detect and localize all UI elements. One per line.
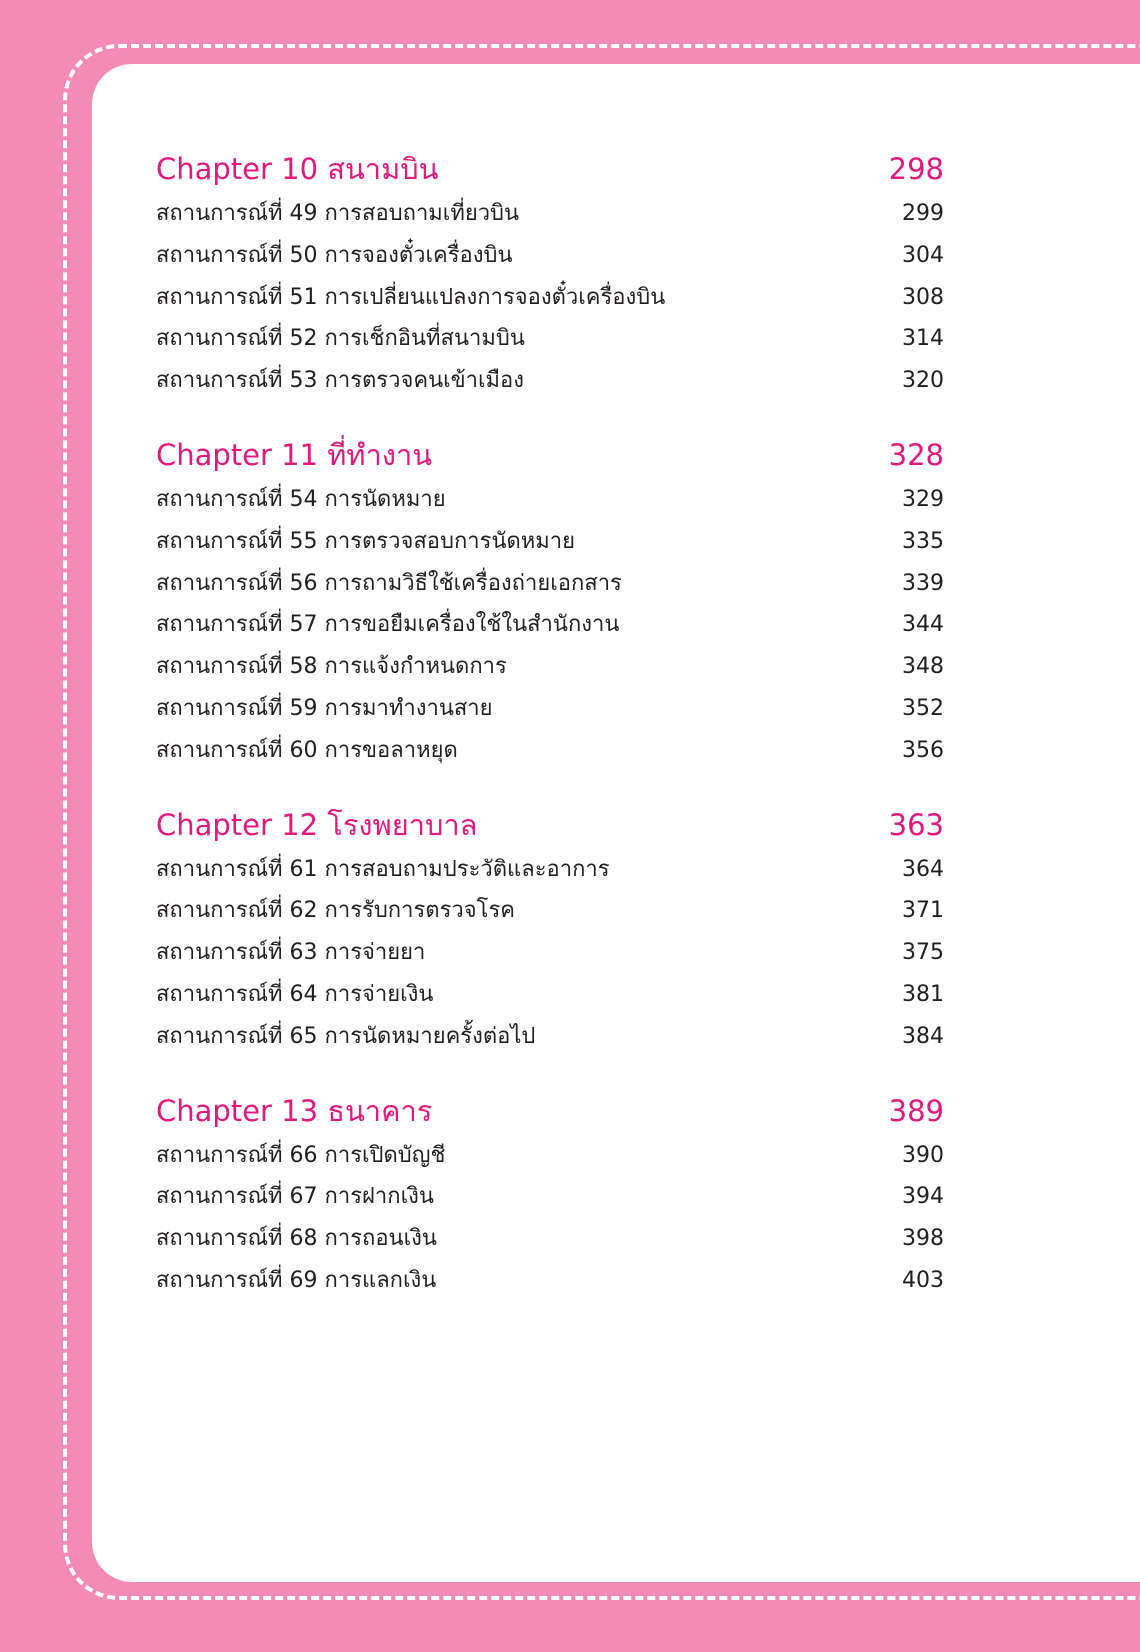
toc-entry	[156, 646, 944, 688]
entry-title: สถานการณ์ที่ 56 การถามวิธีใช้เครื่องถ่ายเอกสาร	[156, 570, 622, 596]
chapter-11	[156, 431, 944, 772]
toc-entry	[156, 235, 944, 277]
entry-page-number: 356	[902, 737, 944, 763]
entry-page-number: 398	[902, 1226, 944, 1252]
entry-page-number: 403	[902, 1267, 944, 1293]
entry-page-number: 348	[902, 654, 944, 680]
toc-entry	[156, 849, 944, 891]
toc-entry	[156, 360, 944, 402]
chapter-heading	[156, 801, 944, 849]
entry-title: สถานการณ์ที่ 66 การเปิดบัญชี	[156, 1142, 446, 1168]
chapter-page-number: 363	[888, 807, 944, 842]
entry-page-number: 364	[902, 856, 944, 882]
entry-title: สถานการณ์ที่ 68 การถอนเงิน	[156, 1226, 437, 1252]
entry-title: สถานการณ์ที่ 60 การขอลาหยุด	[156, 737, 458, 763]
toc-entry	[156, 521, 944, 563]
entry-page-number: 344	[902, 612, 944, 638]
chapter-title: Chapter 10 สนามบิน	[156, 152, 439, 186]
entry-page-number: 329	[902, 486, 944, 512]
toc-entry	[156, 479, 944, 521]
entry-title: สถานการณ์ที่ 57 การขอยืมเครื่องใช้ในสำนักงาน	[156, 612, 620, 638]
toc-entry	[156, 688, 944, 730]
entry-title: สถานการณ์ที่ 49 การสอบถามเที่ยวบิน	[156, 201, 520, 226]
entry-title: สถานการณ์ที่ 64 การจ่ายเงิน	[156, 981, 434, 1007]
toc-entry	[156, 1135, 944, 1177]
toc-entry	[156, 1016, 944, 1058]
entry-page-number: 304	[902, 242, 944, 268]
entry-page-number: 335	[902, 528, 944, 554]
chapter-12	[156, 801, 944, 1058]
entry-title: สถานการณ์ที่ 58 การแจ้งกำหนดการ	[156, 654, 507, 680]
entry-page-number: 299	[902, 201, 944, 226]
chapter-13	[156, 1087, 944, 1302]
chapter-page-number: 389	[888, 1093, 944, 1128]
entry-title: สถานการณ์ที่ 67 การฝากเงิน	[156, 1184, 434, 1210]
toc-entry	[156, 277, 944, 319]
chapter-heading	[156, 1087, 944, 1135]
entry-title: สถานการณ์ที่ 69 การแลกเงิน	[156, 1267, 437, 1293]
entry-page-number: 371	[902, 898, 944, 924]
toc-entry	[156, 730, 944, 772]
entry-page-number: 381	[902, 981, 944, 1007]
entry-title: สถานการณ์ที่ 61 การสอบถามประวัติและอาการ	[156, 856, 610, 882]
entry-page-number: 394	[902, 1184, 944, 1210]
entry-page-number: 314	[902, 326, 944, 352]
entry-title: สถานการณ์ที่ 52 การเช็กอินที่สนามบิน	[156, 326, 525, 352]
entry-page-number: 375	[902, 940, 944, 966]
toc-entry	[156, 604, 944, 646]
entry-title: สถานการณ์ที่ 59 การมาทำงานสาย	[156, 695, 493, 721]
chapter-page-number: 298	[888, 152, 944, 186]
toc-entry	[156, 974, 944, 1016]
chapter-page-number: 328	[888, 437, 944, 472]
entry-title: สถานการณ์ที่ 62 การรับการตรวจโรค	[156, 898, 515, 924]
toc-entry	[156, 1260, 944, 1302]
toc-entry	[156, 932, 944, 974]
toc-entry	[156, 318, 944, 360]
entry-title: สถานการณ์ที่ 54 การนัดหมาย	[156, 486, 446, 512]
entry-title: สถานการณ์ที่ 55 การตรวจสอบการนัดหมาย	[156, 528, 576, 554]
table-of-contents	[156, 145, 944, 1331]
chapter-title: Chapter 13 ธนาคาร	[156, 1093, 433, 1128]
chapter-heading	[156, 431, 944, 479]
entry-title: สถานการณ์ที่ 53 การตรวจคนเข้าเมือง	[156, 368, 525, 394]
entry-page-number: 352	[902, 695, 944, 721]
entry-title: สถานการณ์ที่ 65 การนัดหมายครั้งต่อไป	[156, 1023, 536, 1049]
chapter-10	[156, 145, 944, 402]
toc-entry	[156, 193, 944, 235]
toc-entry	[156, 563, 944, 605]
entry-page-number: 390	[902, 1142, 944, 1168]
chapter-title: Chapter 12 โรงพยาบาล	[156, 807, 478, 842]
toc-entry	[156, 890, 944, 932]
chapter-heading	[156, 145, 944, 193]
entry-title: สถานการณ์ที่ 51 การเปลี่ยนแปลงการจองตั๋วเครื่องบิน	[156, 284, 666, 310]
entry-page-number: 384	[902, 1023, 944, 1049]
chapter-title: Chapter 11 ที่ทำงาน	[156, 437, 433, 472]
toc-entry	[156, 1218, 944, 1260]
entry-page-number: 320	[902, 368, 944, 394]
entry-page-number: 339	[902, 570, 944, 596]
entry-title: สถานการณ์ที่ 50 การจองตั๋วเครื่องบิน	[156, 242, 513, 268]
entry-title: สถานการณ์ที่ 63 การจ่ายยา	[156, 940, 426, 966]
toc-entry	[156, 1176, 944, 1218]
entry-page-number: 308	[902, 284, 944, 310]
